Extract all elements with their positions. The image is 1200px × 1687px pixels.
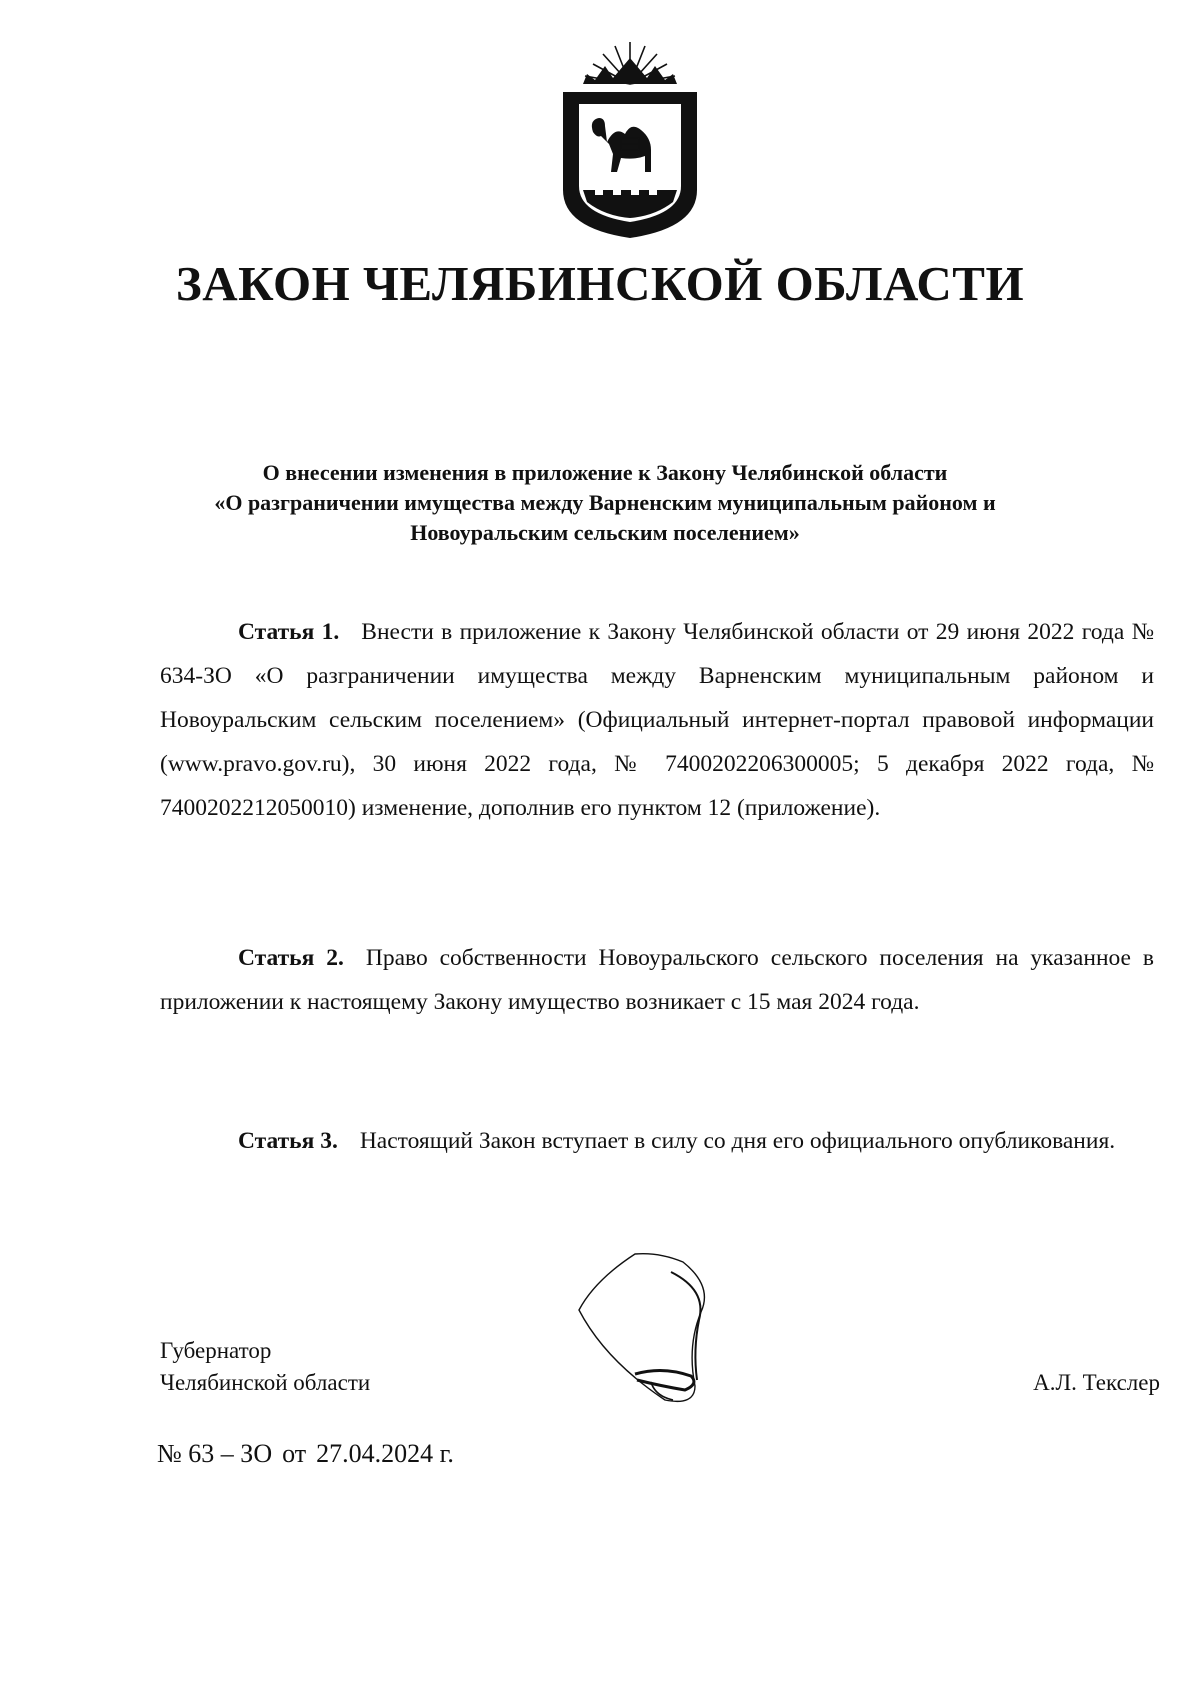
article-2 xyxy=(160,936,1154,1024)
article-text: Право собственности Новоуральского сельского поселения на указанное в приложении к настоящему Закону имущество возникает с 15 мая 2024 года. xyxy=(160,945,1154,1015)
coat-of-arms-icon xyxy=(555,40,705,240)
subject-line: «О разграничении имущества между Варненским муниципальным районом и xyxy=(214,490,996,515)
article-1 xyxy=(160,610,1154,830)
position-line: Губернатор xyxy=(160,1338,272,1363)
law-subject xyxy=(150,458,1060,548)
law-number-from: от xyxy=(282,1439,307,1468)
article-label: Статья 3. xyxy=(238,1128,338,1154)
article-text: Внести в приложение к Закону Челябинской области от 29 июня 2022 года № 634-ЗО «О разграничении имущества между Варненским муниципальным районом и Новоуральским сельским поселением» (Официальный интернет-портал правовой информации (www.pravo.gov.ru), 30 июня 2022 года, № 7400202206300005; 5 декабря 2022 года, № 7400202212050010) изменение, дополнив его пунктом 12 (приложение). xyxy=(160,619,1155,821)
signatory-position xyxy=(160,1335,370,1399)
article-label: Статья 1. xyxy=(238,619,340,645)
subject-line: Новоуральским сельским поселением» xyxy=(410,520,800,545)
subject-line: О внесении изменения в приложение к Закону Челябинской области xyxy=(262,460,948,485)
article-label: Статья 2. xyxy=(238,945,344,971)
law-number xyxy=(157,1436,454,1472)
signatory-name: А.Л. Текслер xyxy=(1033,1370,1160,1395)
handwritten-signature xyxy=(575,1250,755,1410)
law-number-value: № 63 – ЗО xyxy=(157,1439,273,1468)
article-3 xyxy=(160,1119,1154,1163)
law-date: 27.04.2024 г. xyxy=(316,1439,454,1468)
document-title: ЗАКОН ЧЕЛЯБИНСКОЙ ОБЛАСТИ xyxy=(175,256,1025,311)
article-text: Настоящий Закон вступает в силу со дня его официального опубликования. xyxy=(359,1128,1116,1154)
position-line: Челябинской области xyxy=(160,1370,371,1395)
